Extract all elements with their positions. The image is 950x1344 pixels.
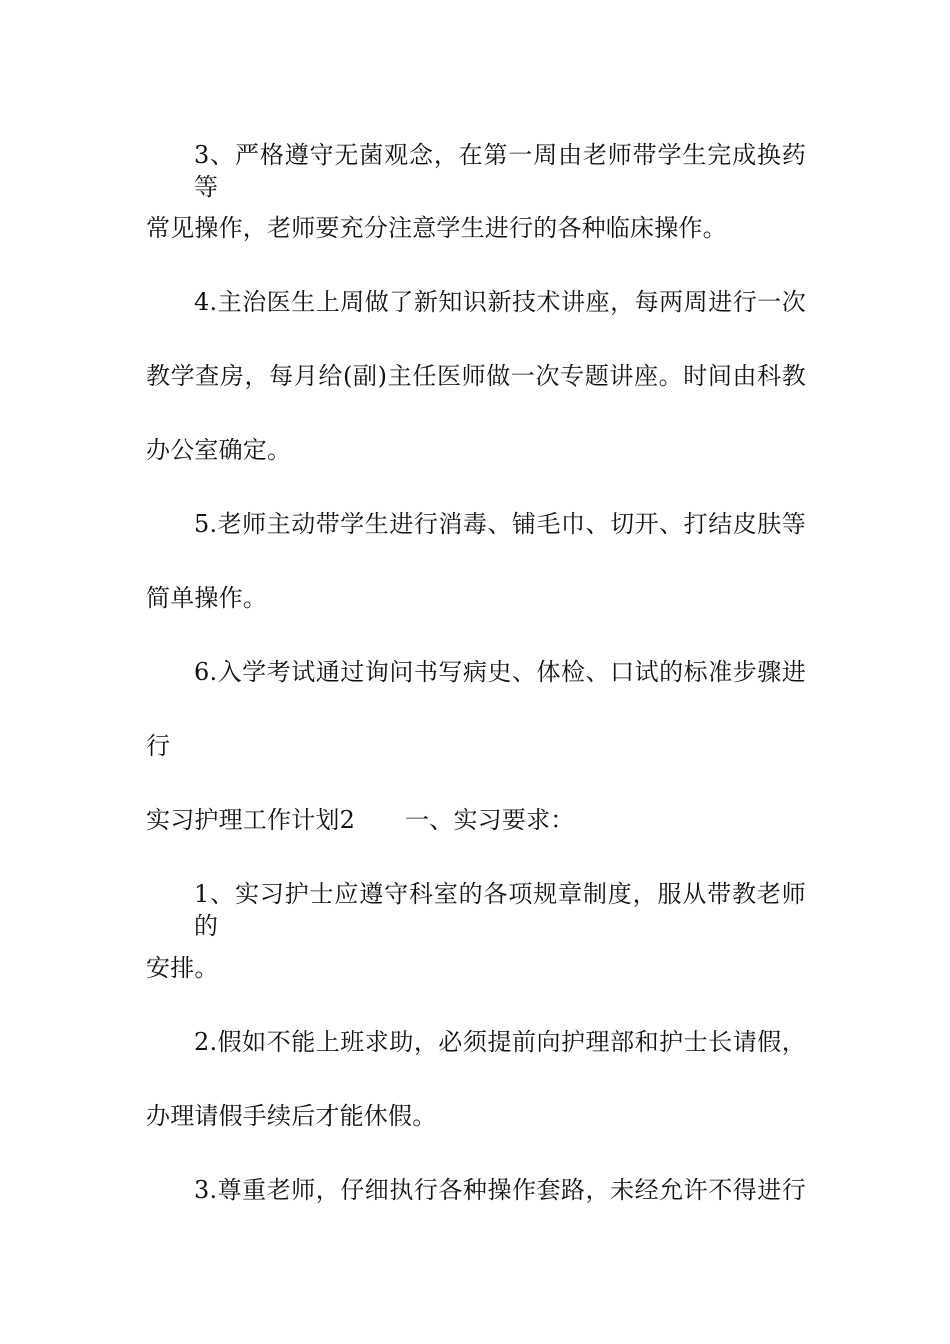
requirement-2-line-1: 2.假如不能上班求助，必须提前向护理部和护士长请假， xyxy=(194,1028,806,1056)
section-heading-subtitle: 一、实习要求： xyxy=(405,806,575,834)
paragraph-4-line-3: 办公室确定。 xyxy=(146,436,292,464)
paragraph-3-line-1: 3、严格遵守无菌观念，在第一周由老师带学生完成换药等 xyxy=(194,141,806,201)
requirement-1-line-2: 安排。 xyxy=(146,954,219,982)
paragraph-4-line-2: 教学查房，每月给(副)主任医师做一次专题讲座。时间由科教 xyxy=(146,362,806,390)
paragraph-4-line-1: 4.主治医生上周做了新知识新技术讲座，每两周进行一次 xyxy=(194,288,806,316)
requirement-2-line-2: 办理请假手续后才能休假。 xyxy=(146,1102,437,1130)
paragraph-3-line-2: 常见操作，老师要充分注意学生进行的各种临床操作。 xyxy=(146,214,727,242)
paragraph-5-line-2: 简单操作。 xyxy=(146,584,267,612)
requirement-1-line-1: 1、实习护士应遵守科室的各项规章制度，服从带教老师的 xyxy=(194,880,806,940)
paragraph-6-line-2: 行 xyxy=(146,732,171,760)
section-heading xyxy=(146,804,806,836)
requirement-3-line-1: 3.尊重老师，仔细执行各种操作套路，未经允许不得进行 xyxy=(194,1176,806,1204)
paragraph-5-line-1: 5.老师主动带学生进行消毒、铺毛巾、切开、打结皮肤等 xyxy=(194,510,806,538)
section-heading-title: 实习护理工作计划2 xyxy=(146,806,356,834)
paragraph-6-line-1: 6.入学考试通过询问书写病史、体检、口试的标准步骤进 xyxy=(194,658,806,686)
